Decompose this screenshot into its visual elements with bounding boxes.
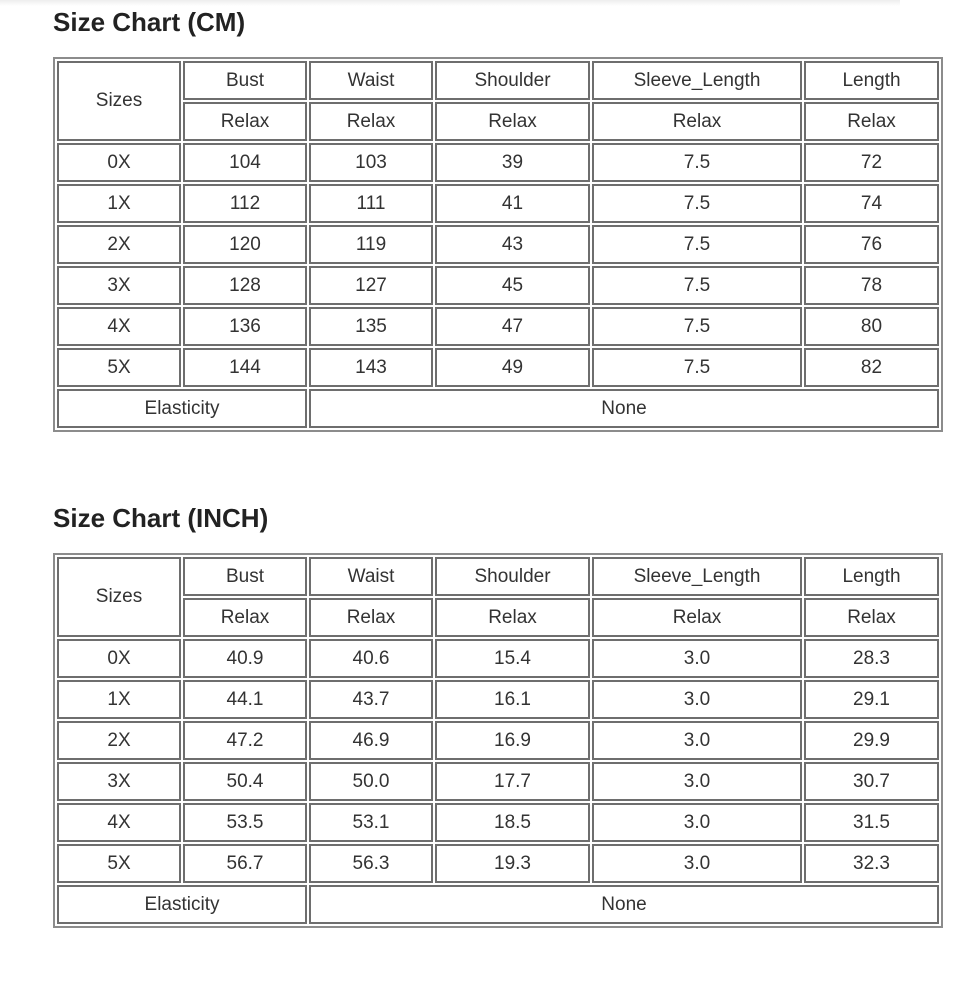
waist-cell: 50.0: [309, 762, 433, 801]
size-chart-cm-table: [53, 57, 943, 432]
length-cell: 29.9: [804, 721, 939, 760]
size-chart-inch-title: Size Chart (INCH): [53, 503, 269, 533]
sleeve-length-cell: 3.0: [592, 721, 802, 760]
elasticity-label: Elasticity: [57, 389, 307, 428]
shoulder-cell: 19.3: [435, 844, 590, 883]
bust-cell: 128: [183, 266, 307, 305]
header-waist: Waist: [309, 61, 433, 100]
length-cell: 31.5: [804, 803, 939, 842]
waist-cell: 119: [309, 225, 433, 264]
header-length: Length: [804, 61, 939, 100]
table-row: [57, 184, 939, 223]
bust-cell: 136: [183, 307, 307, 346]
sleeve-length-cell: 7.5: [592, 307, 802, 346]
bust-cell: 144: [183, 348, 307, 387]
subheader-length: Relax: [804, 598, 939, 637]
header-bust: Bust: [183, 557, 307, 596]
shoulder-cell: 17.7: [435, 762, 590, 801]
table-row: [57, 348, 939, 387]
subheader-shoulder: Relax: [435, 598, 590, 637]
table-row: [57, 762, 939, 801]
size-cell: 1X: [57, 680, 181, 719]
waist-cell: 53.1: [309, 803, 433, 842]
waist-cell: 111: [309, 184, 433, 223]
sleeve-length-cell: 3.0: [592, 680, 802, 719]
bust-cell: 112: [183, 184, 307, 223]
table-row: [57, 721, 939, 760]
sleeve-length-cell: 7.5: [592, 143, 802, 182]
bust-cell: 47.2: [183, 721, 307, 760]
subheader-bust: Relax: [183, 102, 307, 141]
length-cell: 82: [804, 348, 939, 387]
size-cell: 4X: [57, 803, 181, 842]
elasticity-row: [57, 389, 939, 428]
elasticity-row: [57, 885, 939, 924]
size-chart-cm-title: Size Chart (CM): [53, 7, 246, 37]
bust-cell: 120: [183, 225, 307, 264]
header-shoulder: Shoulder: [435, 557, 590, 596]
table-row: [57, 266, 939, 305]
elasticity-value: None: [309, 389, 939, 428]
table-row: [57, 143, 939, 182]
shoulder-cell: 15.4: [435, 639, 590, 678]
shoulder-cell: 39: [435, 143, 590, 182]
shoulder-cell: 41: [435, 184, 590, 223]
length-cell: 72: [804, 143, 939, 182]
sizes-header: Sizes: [57, 61, 181, 141]
table-row: [57, 225, 939, 264]
header-sleeve-length: Sleeve_Length: [592, 61, 802, 100]
waist-cell: 43.7: [309, 680, 433, 719]
shoulder-cell: 47: [435, 307, 590, 346]
elasticity-value: None: [309, 885, 939, 924]
shoulder-cell: 16.9: [435, 721, 590, 760]
waist-cell: 56.3: [309, 844, 433, 883]
bust-cell: 40.9: [183, 639, 307, 678]
subheader-sleeve-length: Relax: [592, 598, 802, 637]
shoulder-cell: 16.1: [435, 680, 590, 719]
top-shadow: [0, 0, 900, 6]
header-row: [57, 61, 939, 100]
header-length: Length: [804, 557, 939, 596]
length-cell: 78: [804, 266, 939, 305]
size-cell: 5X: [57, 844, 181, 883]
length-cell: 30.7: [804, 762, 939, 801]
subheader-sleeve-length: Relax: [592, 102, 802, 141]
length-cell: 74: [804, 184, 939, 223]
size-cell: 3X: [57, 266, 181, 305]
sleeve-length-cell: 3.0: [592, 762, 802, 801]
bust-cell: 44.1: [183, 680, 307, 719]
table-row: [57, 680, 939, 719]
header-waist: Waist: [309, 557, 433, 596]
subheader-row: [57, 102, 939, 141]
table-row: [57, 844, 939, 883]
shoulder-cell: 18.5: [435, 803, 590, 842]
sleeve-length-cell: 7.5: [592, 348, 802, 387]
header-bust: Bust: [183, 61, 307, 100]
waist-cell: 46.9: [309, 721, 433, 760]
size-chart-inch-table: [53, 553, 943, 928]
header-sleeve-length: Sleeve_Length: [592, 557, 802, 596]
size-cell: 1X: [57, 184, 181, 223]
length-cell: 32.3: [804, 844, 939, 883]
sleeve-length-cell: 3.0: [592, 844, 802, 883]
subheader-length: Relax: [804, 102, 939, 141]
size-cell: 0X: [57, 639, 181, 678]
bust-cell: 56.7: [183, 844, 307, 883]
length-cell: 76: [804, 225, 939, 264]
bust-cell: 50.4: [183, 762, 307, 801]
shoulder-cell: 43: [435, 225, 590, 264]
sleeve-length-cell: 7.5: [592, 225, 802, 264]
elasticity-label: Elasticity: [57, 885, 307, 924]
subheader-row: [57, 598, 939, 637]
waist-cell: 135: [309, 307, 433, 346]
shoulder-cell: 49: [435, 348, 590, 387]
table-row: [57, 803, 939, 842]
sleeve-length-cell: 7.5: [592, 184, 802, 223]
sleeve-length-cell: 3.0: [592, 803, 802, 842]
sleeve-length-cell: 3.0: [592, 639, 802, 678]
table-row: [57, 307, 939, 346]
length-cell: 29.1: [804, 680, 939, 719]
size-cell: 0X: [57, 143, 181, 182]
header-row: [57, 557, 939, 596]
waist-cell: 127: [309, 266, 433, 305]
bust-cell: 53.5: [183, 803, 307, 842]
sleeve-length-cell: 7.5: [592, 266, 802, 305]
waist-cell: 143: [309, 348, 433, 387]
shoulder-cell: 45: [435, 266, 590, 305]
header-shoulder: Shoulder: [435, 61, 590, 100]
sizes-header: Sizes: [57, 557, 181, 637]
length-cell: 80: [804, 307, 939, 346]
subheader-shoulder: Relax: [435, 102, 590, 141]
size-cell: 4X: [57, 307, 181, 346]
waist-cell: 40.6: [309, 639, 433, 678]
length-cell: 28.3: [804, 639, 939, 678]
size-cell: 3X: [57, 762, 181, 801]
waist-cell: 103: [309, 143, 433, 182]
subheader-waist: Relax: [309, 102, 433, 141]
subheader-bust: Relax: [183, 598, 307, 637]
size-cell: 2X: [57, 721, 181, 760]
size-cell: 5X: [57, 348, 181, 387]
size-cell: 2X: [57, 225, 181, 264]
subheader-waist: Relax: [309, 598, 433, 637]
table-row: [57, 639, 939, 678]
bust-cell: 104: [183, 143, 307, 182]
